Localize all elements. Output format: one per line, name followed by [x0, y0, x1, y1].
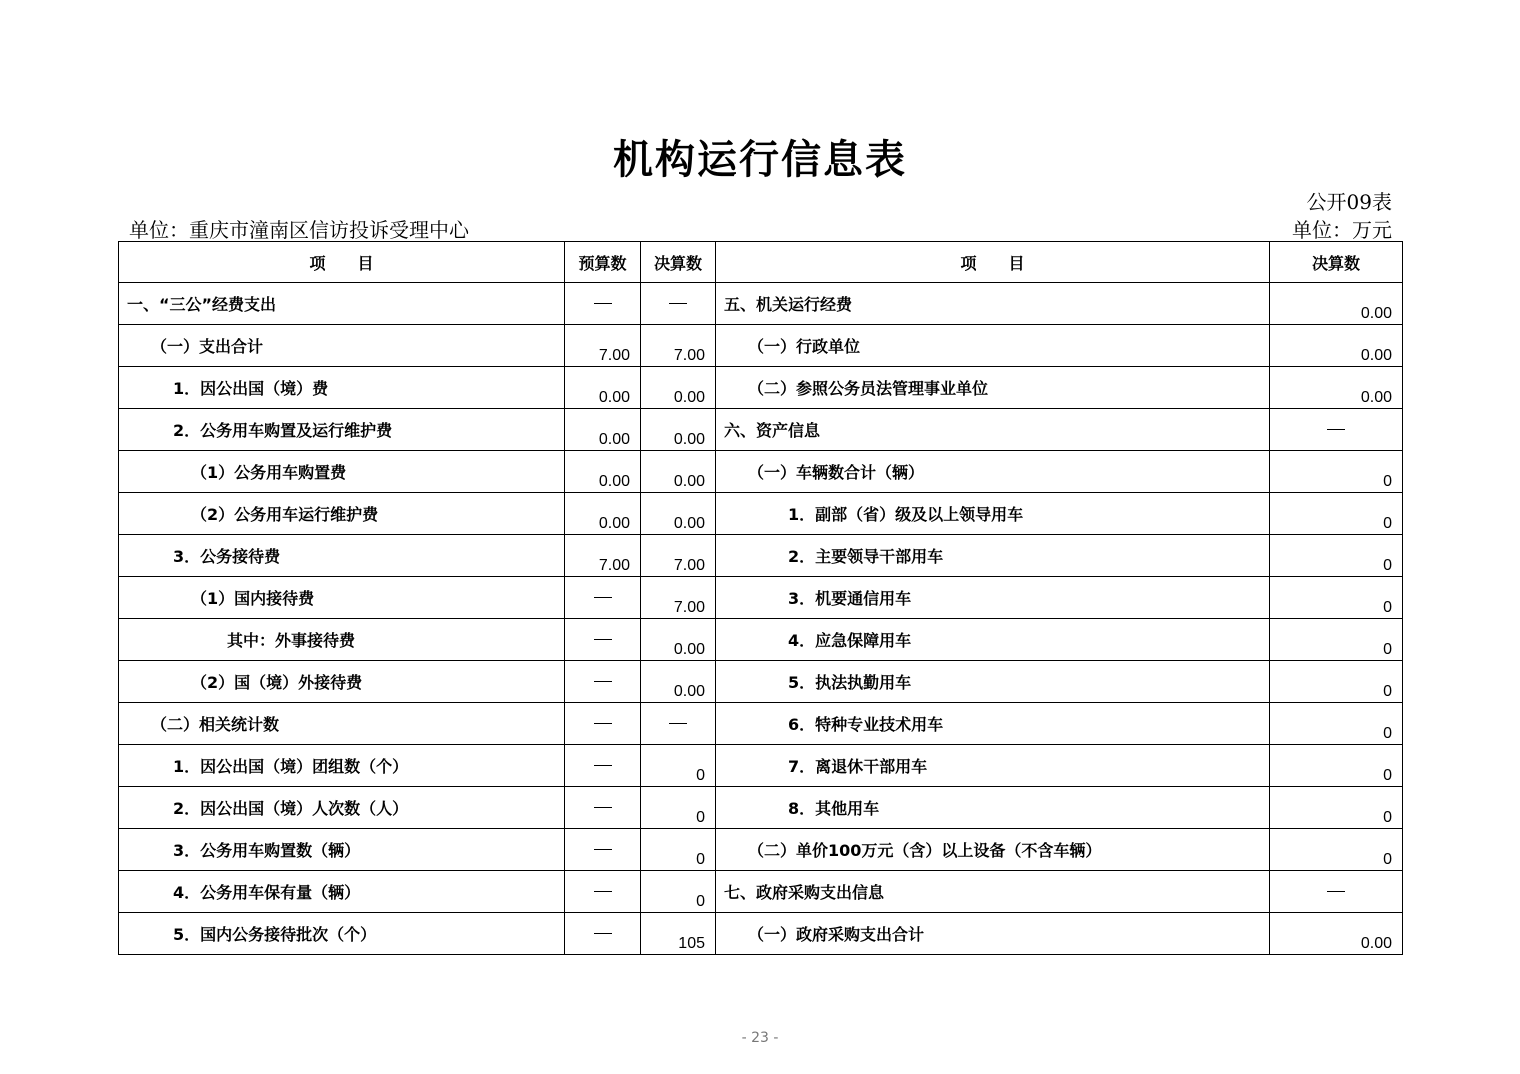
dash-mark: [594, 849, 612, 850]
page-number: - 23 -: [741, 1030, 779, 1046]
left-item-label: 一、“三公”经费支出: [119, 283, 565, 325]
dash-mark: [594, 639, 612, 640]
table-header-row: [119, 242, 1403, 283]
left-item-label: （一）支出合计: [119, 325, 565, 367]
right-final-value: 0.00: [1270, 913, 1403, 955]
final-value: 0: [641, 871, 716, 913]
dash-mark: [594, 723, 612, 724]
budget-value: [565, 871, 641, 913]
table-row: [119, 493, 1403, 535]
dash-mark: [594, 681, 612, 682]
final-value: 0: [641, 787, 716, 829]
budget-value: 7.00: [565, 325, 641, 367]
budget-value: [565, 745, 641, 787]
right-item-label: （二）参照公务员法管理事业单位: [716, 367, 1270, 409]
left-item-label: （2）国（境）外接待费: [119, 661, 565, 703]
left-item-label: 1．因公出国（境）团组数（个）: [119, 745, 565, 787]
right-item-label: 5．执法执勤用车: [716, 661, 1270, 703]
budget-value: [565, 703, 641, 745]
right-final-value: 0.00: [1270, 367, 1403, 409]
right-final-value: 0: [1270, 535, 1403, 577]
final-value: 0: [641, 745, 716, 787]
budget-value: [565, 661, 641, 703]
table-row: [119, 451, 1403, 493]
table-row: [119, 409, 1403, 451]
left-item-label: 3．公务接待费: [119, 535, 565, 577]
right-final-value: 0: [1270, 703, 1403, 745]
right-item-label: （一）车辆数合计（辆）: [716, 451, 1270, 493]
table-row: [119, 871, 1403, 913]
final-value: [641, 283, 716, 325]
right-item-label: 6．特种专业技术用车: [716, 703, 1270, 745]
final-value: 0: [641, 829, 716, 871]
right-final-value: 0.00: [1270, 325, 1403, 367]
final-value: [641, 703, 716, 745]
table-row: [119, 283, 1403, 325]
table-row: [119, 703, 1403, 745]
final-value: 0.00: [641, 661, 716, 703]
right-item-label: 4．应急保障用车: [716, 619, 1270, 661]
budget-value: [565, 619, 641, 661]
budget-value: 0.00: [565, 367, 641, 409]
dash-mark: [669, 303, 687, 304]
dash-mark: [594, 303, 612, 304]
right-final-value: 0: [1270, 451, 1403, 493]
left-item-label: 其中：外事接待费: [119, 619, 565, 661]
right-final-value: 0: [1270, 619, 1403, 661]
dash-mark: [594, 933, 612, 934]
right-final-value: 0: [1270, 745, 1403, 787]
header-item-right: 项 目: [716, 242, 1270, 283]
left-item-label: 3．公务用车购置数（辆）: [119, 829, 565, 871]
right-item-label: 2．主要领导干部用车: [716, 535, 1270, 577]
right-final-value: 0: [1270, 577, 1403, 619]
page-title: 机构运行信息表: [613, 137, 907, 183]
right-item-label: 1．副部（省）级及以上领导用车: [716, 493, 1270, 535]
budget-value: [565, 283, 641, 325]
right-item-label: 7．离退休干部用车: [716, 745, 1270, 787]
right-final-value: [1270, 871, 1403, 913]
header-budget: 预算数: [565, 242, 641, 283]
right-item-label: （二）单价100万元（含）以上设备（不含车辆）: [716, 829, 1270, 871]
right-item-label: 七、政府采购支出信息: [716, 871, 1270, 913]
final-value: 105: [641, 913, 716, 955]
final-value: 7.00: [641, 577, 716, 619]
final-value: 7.00: [641, 325, 716, 367]
budget-value: [565, 787, 641, 829]
table-row: [119, 577, 1403, 619]
table-row: [119, 325, 1403, 367]
header-item-left: 项 目: [119, 242, 565, 283]
right-item-label: （一）政府采购支出合计: [716, 913, 1270, 955]
right-item-label: （一）行政单位: [716, 325, 1270, 367]
header-final-left: 决算数: [641, 242, 716, 283]
right-item-label: 五、机关运行经费: [716, 283, 1270, 325]
right-final-value: 0: [1270, 661, 1403, 703]
right-item-label: 8．其他用车: [716, 787, 1270, 829]
left-item-label: 4．公务用车保有量（辆）: [119, 871, 565, 913]
left-item-label: （二）相关统计数: [119, 703, 565, 745]
dash-mark: [1327, 429, 1345, 430]
final-value: 0.00: [641, 493, 716, 535]
right-final-value: 0: [1270, 787, 1403, 829]
final-value: 0.00: [641, 367, 716, 409]
final-value: 0.00: [641, 451, 716, 493]
left-item-label: 2．因公出国（境）人次数（人）: [119, 787, 565, 829]
dash-mark: [594, 807, 612, 808]
budget-value: 0.00: [565, 451, 641, 493]
left-item-label: （2）公务用车运行维护费: [119, 493, 565, 535]
table-row: [119, 535, 1403, 577]
final-value: 0.00: [641, 619, 716, 661]
dash-mark: [594, 597, 612, 598]
right-final-value: 0.00: [1270, 283, 1403, 325]
left-item-label: 5．国内公务接待批次（个）: [119, 913, 565, 955]
currency-unit: 单位：万元: [1292, 218, 1392, 242]
left-item-label: 1．因公出国（境）费: [119, 367, 565, 409]
right-item-label: 3．机要通信用车: [716, 577, 1270, 619]
dash-mark: [1327, 891, 1345, 892]
left-item-label: 2．公务用车购置及运行维护费: [119, 409, 565, 451]
right-final-value: 0: [1270, 829, 1403, 871]
left-item-label: （1）公务用车购置费: [119, 451, 565, 493]
right-item-label: 六、资产信息: [716, 409, 1270, 451]
final-value: 0.00: [641, 409, 716, 451]
table-row: [119, 829, 1403, 871]
right-final-value: 0: [1270, 493, 1403, 535]
budget-value: [565, 913, 641, 955]
table-code: 公开09表: [1306, 190, 1392, 214]
budget-value: 0.00: [565, 493, 641, 535]
budget-value: [565, 577, 641, 619]
budget-value: 0.00: [565, 409, 641, 451]
table-row: [119, 787, 1403, 829]
table-row: [119, 745, 1403, 787]
institution-operation-table: [118, 241, 1403, 955]
table-row: [119, 661, 1403, 703]
final-value: 7.00: [641, 535, 716, 577]
left-item-label: （1）国内接待费: [119, 577, 565, 619]
right-final-value: [1270, 409, 1403, 451]
dash-mark: [669, 723, 687, 724]
table-row: [119, 367, 1403, 409]
dash-mark: [594, 765, 612, 766]
dash-mark: [594, 891, 612, 892]
header-final-right: 决算数: [1270, 242, 1403, 283]
budget-value: 7.00: [565, 535, 641, 577]
table-row: [119, 913, 1403, 955]
reporting-unit: 单位：重庆市潼南区信访投诉受理中心: [129, 218, 469, 242]
budget-value: [565, 829, 641, 871]
table-row: [119, 619, 1403, 661]
